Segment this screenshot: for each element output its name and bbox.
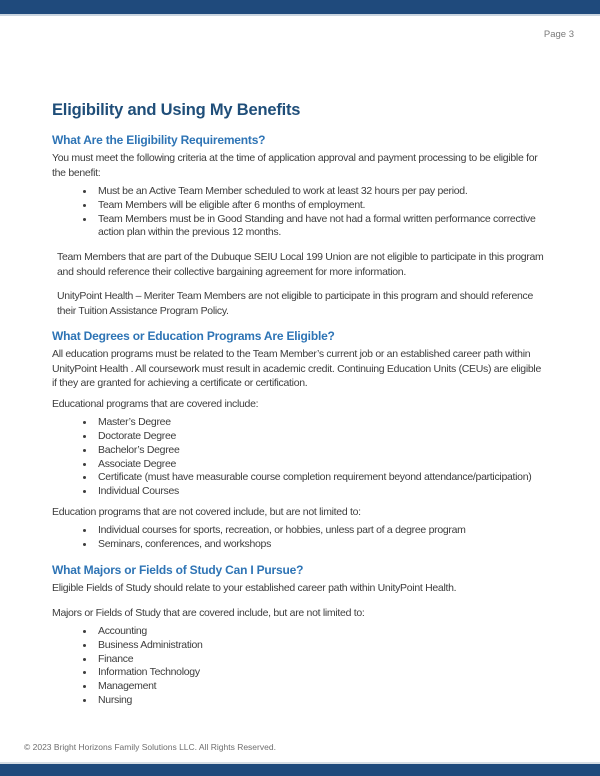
list-item: • Must be an Active Team Member scheduled to work at least 32 hours per pay period. <box>95 185 548 199</box>
list-item: • Bachelor’s Degree <box>95 444 548 458</box>
list-item: • Finance <box>95 653 548 667</box>
paragraph: You must meet the following criteria at the time of application approval and payment processing to be eligible for the benefit: <box>52 152 538 179</box>
bullet-list-not-covered-programs <box>52 524 548 552</box>
footer-copyright: © 2023 Bright Horizons Family Solutions LLC. All Rights Reserved. <box>24 742 276 752</box>
list-item: • Accounting <box>95 625 548 639</box>
bullet-list-eligibility <box>52 185 548 240</box>
page-title: Eligibility and Using My Benefits <box>52 101 301 119</box>
section-heading-degrees: What Degrees or Education Programs Are Eligible? <box>52 329 335 344</box>
document-body <box>0 100 600 708</box>
list-item: • Business Administration <box>95 639 548 653</box>
list-item: • Seminars, conferences, and workshops <box>95 538 548 552</box>
paragraph: Eligible Fields of Study should relate to your established career path within UnityPoint Health. <box>52 582 457 595</box>
paragraph: All education programs must be related to the Team Member’s current job or an established career path within UnityPoint Health . All coursework must result in academic credit. Continuing Education Units (CEUs) are eligible if they are granted for achieving a certificate or certification. <box>52 348 541 390</box>
paragraph: Educational programs that are covered include: <box>52 397 259 410</box>
bottom-accent-bar <box>0 762 600 776</box>
bullet-list-covered-majors <box>52 625 548 708</box>
bullet-list-covered-programs <box>52 416 548 499</box>
list-item: • Nursing <box>95 694 548 708</box>
page-number: Page 3 <box>543 29 574 40</box>
paragraph: Team Members that are part of the Dubuque SEIU Local 199 Union are not eligible to participate in this program and should reference their collective bargaining agreement for more information. <box>57 251 544 278</box>
list-item: • Team Members must be in Good Standing and have not had a formal written performance corrective action plan within the previous 12 months. <box>95 213 548 241</box>
paragraph: UnityPoint Health – Meriter Team Members are not eligible to participate in this program and should reference their Tuition Assistance Program Policy. <box>57 290 534 317</box>
list-item: • Team Members will be eligible after 6 months of employment. <box>95 199 548 213</box>
list-item: • Information Technology <box>95 666 548 680</box>
top-accent-bar <box>0 0 600 16</box>
list-item: • Master’s Degree <box>95 416 548 430</box>
list-item: • Associate Degree <box>95 458 548 472</box>
paragraph: Education programs that are not covered include, but are not limited to: <box>52 505 361 518</box>
list-item: • Individual courses for sports, recreation, or hobbies, unless part of a degree program <box>95 524 548 538</box>
list-item: • Doctorate Degree <box>95 430 548 444</box>
list-item: • Individual Courses <box>95 485 548 499</box>
list-item: • Management <box>95 680 548 694</box>
list-item: • Certificate (must have measurable course completion requirement beyond attendance/participation) <box>95 471 548 485</box>
section-heading-majors: What Majors or Fields of Study Can I Pursue? <box>52 563 304 578</box>
paragraph: Majors or Fields of Study that are covered include, but are not limited to: <box>52 606 365 619</box>
section-heading-eligibility: What Are the Eligibility Requirements? <box>52 133 266 147</box>
